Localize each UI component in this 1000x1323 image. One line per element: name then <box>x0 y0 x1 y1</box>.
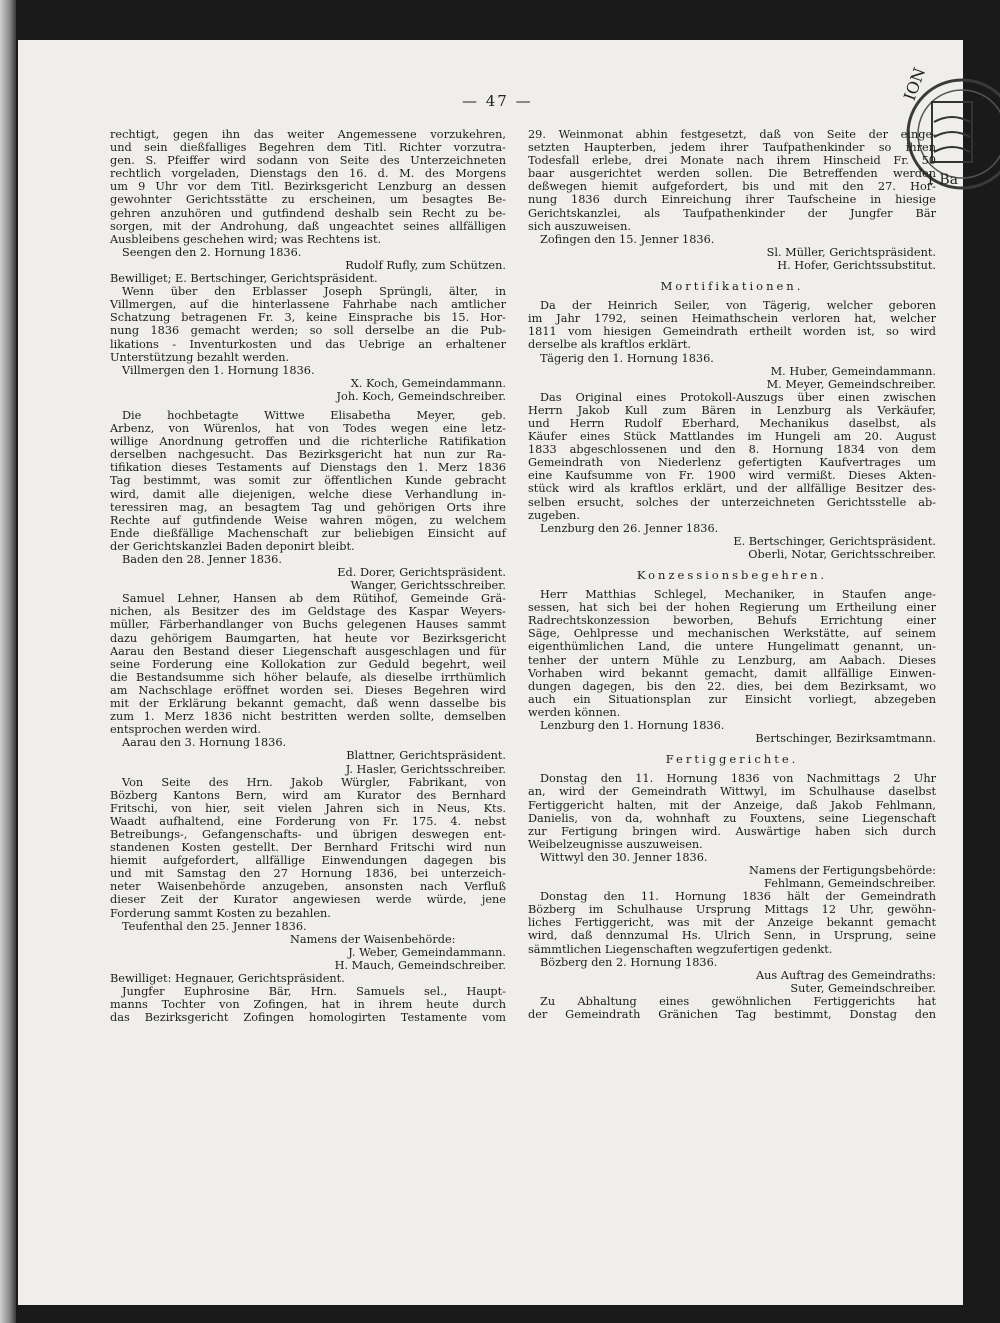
text-line: Suter, Gemeindschreiber. <box>790 981 936 995</box>
text-line: E. Bertschinger, Gerichtspräsident. <box>733 534 936 548</box>
text-line: neter Waisenbehörde anzugeben, ansonsten nach Verfluß <box>110 880 506 894</box>
text-line: stück wird als kraftlos erklärt, und der allfällige Besitzer des- <box>528 482 936 496</box>
text-line: am Nachschlage eröffnet worden sei. Dieses Begehren wird <box>110 683 506 697</box>
text-line: der Gemeindrath Gränichen Tag bestimmt, Donstag den <box>528 1008 936 1021</box>
text-line: entsprochen werden wird. <box>110 723 261 737</box>
text-line: und Herrn Rudolf Eberhard, Mechanikus daselbst, als <box>528 416 936 430</box>
stamp-text-a: ION <box>899 65 930 104</box>
text-line: Da der Heinrich Seiler, von Tägerig, welcher geboren <box>540 299 936 313</box>
text-line: zum 1. Merz 1836 nicht bestritten werden sollte, demselben <box>110 710 506 724</box>
text-line: Teufenthal den 25. Jenner 1836. <box>122 919 307 933</box>
text-line: um 9 Uhr vor dem Titl. Bezirksgericht Lenzburg an dessen <box>110 180 506 194</box>
text-line: Tägerig den 1. Hornung 1836. <box>540 351 714 365</box>
text-line: Käufer eines Stück Mattlandes im Hungeli am 20. August <box>528 430 936 444</box>
text-line: Bewilliget; E. Bertschinger, Gerichtspräsident. <box>110 272 378 286</box>
text-line: Vorhaben wird bekannt gemacht, damit allfällige Einwen- <box>528 666 936 680</box>
text-line: Todesfall erlebe, drei Monate nach ihrem Hinscheid Fr. 50 <box>528 154 936 168</box>
text-line: hiemit aufgefordert, allfällige Einwendungen dagegen bis <box>110 854 506 868</box>
text-line: Weibelzeugnisse auszuweisen. <box>528 837 703 851</box>
text-line: nung 1836 gemacht werden; so soll derselbe an die Pub- <box>110 324 506 338</box>
text-line: Bewilliget: Hegnauer, Gerichtspräsident. <box>110 972 345 985</box>
text-line: müller, Färberhandlanger von Buchs gelegenen Hauses sammt <box>110 618 506 632</box>
text-line: tenher der untern Mühle zu Lenzburg, am Aabach. Dieses <box>528 653 936 667</box>
text-line: Waadt aufhaltend, eine Forderung von Fr. 175. 4. nebst <box>110 814 506 828</box>
text-line: M. Huber, Gemeindammann. <box>770 364 936 378</box>
text-line: 1833 abgeschlossenen und den 8. Hornung 1834 von dem <box>528 443 936 457</box>
text-line: Aarau den Bestand dieser Liegenschaft ausgeschlagen und für <box>110 644 506 658</box>
text-line: wird, damit alle diejenigen, welche diese Verhandlung in- <box>110 487 506 501</box>
text-line: derselben nachgesucht. Das Bezirksgericht hat nun zur Ra- <box>110 448 506 462</box>
text-line: Lenzburg den 26. Jenner 1836. <box>540 521 719 535</box>
text-line: teressiren mag, an besagtem Tag und gehörigen Orts ihre <box>110 500 506 514</box>
text-line: der Gerichtskanzlei Baden deponirt bleibt. <box>110 539 355 553</box>
text-line: Tag bestimmt, was somit zur öffentlichen Kunde gebracht <box>110 474 506 488</box>
text-line: die Bestandsumme sich höher belaufe, als dieselbe irrthümlich <box>110 670 506 684</box>
text-line: auch ein Situationsplan zur Einsicht vorliegt, abzegeben <box>528 692 936 706</box>
text-line: baar ausgerichtet werden sollen. Die Betreffenden werden <box>528 167 936 181</box>
text-line: Wenn über den Erblasser Joseph Sprüngli, älter, in <box>122 285 506 299</box>
text-line: tifikation dieses Testaments auf Dienstags den 1. Merz 1836 <box>110 461 506 475</box>
text-line: Fertiggericht halten, mit der Anzeige, daß Jakob Fehlmann, <box>528 798 936 812</box>
text-line: Fritschi, von hier, seit vielen Jahren sich in Neus, Kts. <box>110 801 506 815</box>
text-line: H. Mauch, Gemeindschreiber. <box>334 958 506 972</box>
text-line: Ende dießfällige Machenschaft zur beliebigen Einsicht auf <box>110 526 506 540</box>
text-line: Oberli, Notar, Gerichtsschreiber. <box>748 547 936 561</box>
text-line: Jungfer Euphrosine Bär, Hrn. Samuels sel., Haupt- <box>122 985 506 999</box>
text-line: Bözberg Kantons Bern, wird am Kurator des Bernhard <box>110 788 506 802</box>
text-line: Villmergen den 1. Hornung 1836. <box>122 363 315 377</box>
text-line: Von Seite des Hrn. Jakob Würgler, Fabrikant, von <box>122 775 506 789</box>
text-line: Fehlmann, Gemeindschreiber. <box>764 877 936 891</box>
text-line: seine Forderung eine Kollokation zur Geduld begehrt, weil <box>110 657 506 671</box>
text-line: Wittwyl den 30. Jenner 1836. <box>540 850 708 864</box>
text-line: nichen, als Besitzer des im Geldstage des Kaspar Weyers- <box>110 605 506 619</box>
text-line: und sein dießfalliges Begehren dem Titl. Richter vorzutra- <box>110 141 506 155</box>
text-line: zur Fertigung bringen wird. Auswärtige haben sich durch <box>528 824 936 838</box>
text-line: Donstag den 11. Hornung 1836 hält der Gemeindrath <box>540 890 936 904</box>
text-line: Samuel Lehner, Hansen ab dem Rütihof, Gemeinde Grä- <box>122 592 506 606</box>
text-line: sämmtlichen Liegenschaften wegzufertigen gedenkt. <box>528 942 833 956</box>
text-line: J. Hasler, Gerichtsschreiber. <box>345 762 506 776</box>
text-line: Bertschinger, Bezirksamtmann. <box>755 732 936 746</box>
book-spine <box>0 0 16 1323</box>
text-line: und mit Samstag den 27 Hornung 1836, bei unterzeich- <box>110 867 506 881</box>
text-line: gen. S. Pfeiffer wird sodann von Seite des Unterzeichneten <box>110 154 506 168</box>
text-line: dazu gehörigem Baumgarten, hat heute vor Bezirksgericht <box>110 631 506 645</box>
left-column <box>110 128 506 1024</box>
text-line: Namens der Waisenbehörde: <box>290 932 456 946</box>
text-line: Wanger, Gerichtsschreiber. <box>350 579 506 593</box>
text-line: rechtigt, gegen ihn das weiter Angemessene vorzukehren, <box>110 128 506 141</box>
text-line: sich auszuweisen. <box>528 219 631 233</box>
text-line: Bözberg im Schulhause Ursprung Mittags 12 Uhr, gewöhn- <box>528 903 936 917</box>
text-line: Zofingen den 15. Jenner 1836. <box>540 232 715 246</box>
text-line: H. Hofer, Gerichtssubstitut. <box>777 258 936 272</box>
text-line: Donstag den 11. Hornung 1836 von Nachmittags 2 Uhr <box>540 772 936 786</box>
text-line: Sl. Müller, Gerichtspräsident. <box>766 245 936 259</box>
text-line: im Jahr 1792, seinen Heimathschein verloren hat, welcher <box>528 312 936 326</box>
text-line: dieser Zeit der Kurator angewiesen werde würde, jene <box>110 893 506 907</box>
text-line: liches Fertiggericht, was mit der Anzeige bekannt gemacht <box>528 916 936 930</box>
text-line: an, wird der Gemeindrath Wittwyl, im Schulhause daselbst <box>528 785 936 799</box>
text-line: das Bezirksgericht Zofingen homologirten Testamente vom <box>110 1011 506 1025</box>
text-line: derselbe als kraftlos erklärt. <box>528 338 691 352</box>
text-line: Gemeindrath von Niederlenz gefertigten Kaufvertrages um <box>528 456 936 470</box>
text-line: likations - Inventurkosten und das Uebrige an erhaltener <box>110 337 506 351</box>
text-line: Die hochbetagte Wittwe Elisabetha Meyer, geb. <box>122 408 506 422</box>
text-line: setzten Haupterben, jedem ihrer Taufpathenkinder so ihren <box>528 141 936 155</box>
section-heading: Konzessionsbegehren. <box>636 568 828 582</box>
text-line: standenen Kosten gestellt. Der Bernhard Fritschi wird nun <box>110 841 506 855</box>
section-heading: Fertiggerichte. <box>665 752 799 767</box>
text-line: Säge, Oehlpresse und mechanischen Werkstätte, auf seinem <box>528 627 936 641</box>
text-line: Seengen den 2. Hornung 1836. <box>122 245 302 259</box>
text-line: zugeben. <box>528 508 580 522</box>
text-line: Betreibungs-, Gefangenschafts- und übrigen deswegen ent- <box>110 827 506 841</box>
text-line: werden können. <box>528 705 621 719</box>
text-line: gehren anzuhören und gutfindend deshalb sein Recht zu be- <box>110 206 506 220</box>
text-line: willige Anordnung getroffen und die richterliche Ratifikation <box>110 435 506 449</box>
stamp-text-b: 1 Ba <box>926 172 958 188</box>
text-line: Herrn Jakob Kull zum Bären in Lenzburg als Verkäufer, <box>528 403 936 417</box>
text-line: sorgen, mit der Androhung, daß ungeachtet seines allfälligen <box>110 219 506 233</box>
text-line: gewohnter Gerichtsstätte zu erscheinen, um besagtes Be- <box>110 193 506 207</box>
text-line: Herr Matthias Schlegel, Mechaniker, in Staufen ange- <box>540 588 936 602</box>
text-line: Namens der Fertigungsbehörde: <box>749 863 936 877</box>
text-line: Das Original eines Protokoll-Auszugs über einen zwischen <box>540 390 936 404</box>
text-line: nung 1836 durch Einreichung ihrer Taufscheine in hiesige <box>528 193 936 207</box>
text-line: Ausbleibens geschehen wird; was Rechtens ist. <box>110 232 382 246</box>
text-line: X. Koch, Gemeindammann. <box>350 376 506 390</box>
text-line: Rudolf Rufly, zum Schützen. <box>345 258 506 272</box>
text-line: 29. Weinmonat abhin festgesetzt, daß von Seite der einge- <box>528 128 936 141</box>
text-line: rechtlich vorgeladen, Dienstags den 16. d. M. des Morgens <box>110 167 506 181</box>
text-line: sessen, hat sich bei der hohen Regierung um Ertheilung einer <box>528 601 936 615</box>
text-line: Zu Abhaltung eines gewöhnlichen Fertiggerichts hat <box>540 994 936 1008</box>
text-line: eigenthümlichen Land, die untere Hungelimatt genannt, un- <box>528 640 936 654</box>
text-line: wird, daß dennzumal Hs. Ulrich Senn, in Ursprung, seine <box>528 929 936 943</box>
text-line: dungen dagegen, bis den 22. dies, bei dem Bezirksamt, wo <box>528 679 936 693</box>
text-line: Lenzburg den 1. Hornung 1836. <box>540 719 725 733</box>
text-line: Danielis, von da, wohnhaft zu Fouxtens, seine Liegenschaft <box>528 811 936 825</box>
right-column <box>528 128 936 1021</box>
text-line: Ed. Dorer, Gerichtspräsident. <box>337 566 506 580</box>
text-line: Gerichtskanzlei, als Taufpathenkinder der Jungfer Bär <box>528 206 936 220</box>
page-number: — 47 — <box>462 92 533 110</box>
text-line: eine Kaufsumme von Fr. 1900 wird vermißt. Dieses Akten- <box>528 469 936 483</box>
text-line: Baden den 28. Jenner 1836. <box>122 553 282 566</box>
text-line: mit der Erklärung bekannt gemacht, daß wenn dasselbe bis <box>110 697 506 711</box>
text-line: deßwegen hiemit aufgefordert, bis und mit den 27. Hor- <box>528 180 936 194</box>
text-line: manns Tochter von Zofingen, hat in ihrem heute durch <box>110 998 506 1012</box>
text-line: Joh. Koch, Gemeindschreiber. <box>336 389 506 403</box>
text-line: Rechte auf gutfindende Weise wahren mögen, zu welchem <box>110 513 506 527</box>
text-line: Unterstützung bezahlt werden. <box>110 350 290 364</box>
text-line: Schatzung betragenen Fr. 3, keine Einsprache bis 15. Hor- <box>110 311 506 325</box>
text-line: Aus Auftrag des Gemeindraths: <box>755 968 936 982</box>
text-line: Villmergen, auf die hinterlassene Fahrhabe nach amtlicher <box>110 298 506 312</box>
text-line: M. Meyer, Gemeindschreiber. <box>766 377 936 391</box>
text-line: Blattner, Gerichtspräsident. <box>346 749 506 763</box>
text-line: Forderung sammt Kosten zu bezahlen. <box>110 906 331 920</box>
text-line: Aarau den 3. Hornung 1836. <box>122 736 287 750</box>
text-line: Radrechtskonzession beworben, Behufs Errichtung einer <box>528 614 936 628</box>
text-line: selben ersucht, solches der unterzeichneten Gerichtsstelle ab- <box>528 495 936 509</box>
text-line: Bözberg den 2. Hornung 1836. <box>540 955 718 969</box>
text-line: J. Weber, Gemeindammann. <box>348 945 506 959</box>
text-line: 1811 vom hiesigen Gemeindrath ertheilt worden ist, so wird <box>528 325 936 339</box>
text-line: Arbenz, von Würenlos, hat von Todes wegen eine letz- <box>110 422 506 436</box>
section-heading: Mortifikationen. <box>660 279 804 294</box>
